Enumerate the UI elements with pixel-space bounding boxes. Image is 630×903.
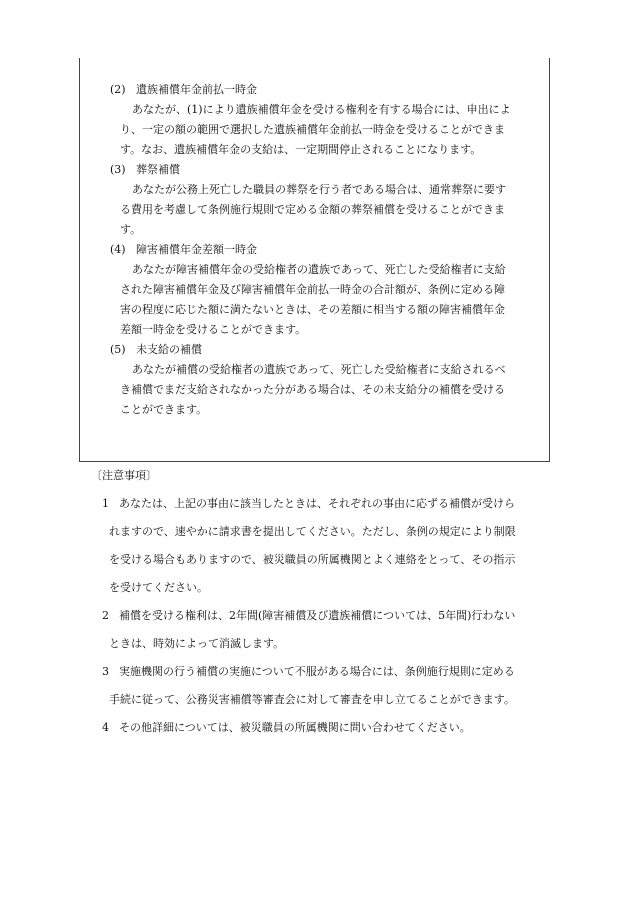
section-line: 害の程度に応じた額に満たないときは、その差額に相当する額の障害補償年金 <box>120 303 505 316</box>
note-line <box>102 490 552 518</box>
section-heading <box>110 340 540 360</box>
section-3 <box>110 160 540 240</box>
section-line: あなたが補償の受給権者の遺族であって、死亡した受給権者に支給されるべ <box>132 363 506 376</box>
section-heading <box>110 160 540 180</box>
section-number: (3) <box>110 163 126 176</box>
section-title: 葬祭補償 <box>136 163 180 176</box>
section-line: された障害補償年金及び障害補償年金前払一時金の合計額が、条例に定める障 <box>120 283 505 296</box>
note-number: 3 <box>102 665 109 678</box>
section-title: 未支給の補償 <box>136 343 202 356</box>
section-number: (4) <box>110 243 126 256</box>
note-number: 2 <box>102 609 109 622</box>
section-line: す。なお、遺族補償年金の支給は、一定期間停止されることになります。 <box>120 143 482 156</box>
section-line: 差額一時金を受けることができます。 <box>120 323 307 336</box>
note-line: を受ける場合もありますので、被災職員の所属機関とよく連絡をとって、その指示 <box>109 553 516 566</box>
section-line: す。 <box>120 223 142 236</box>
section-body <box>110 100 540 160</box>
section-4 <box>110 240 540 340</box>
section-5 <box>110 340 540 420</box>
section-number: (2) <box>110 83 126 96</box>
notes-title: 〔注意事項〕 <box>91 469 157 482</box>
note-line <box>102 658 552 686</box>
section-body <box>110 260 540 340</box>
section-body <box>110 180 540 240</box>
note-line <box>102 714 552 742</box>
note-3 <box>102 658 552 714</box>
note-line: ときは、時効によって消滅します。 <box>109 637 285 650</box>
section-line: あなたが障害補償年金の受給権者の遺族であって、死亡した受給権者に支給 <box>132 263 506 276</box>
section-line: き補償でまだ支給されなかった分がある場合は、その未支給分の補償を受ける <box>120 383 505 396</box>
section-number: (5) <box>110 343 126 356</box>
note-2 <box>102 602 552 658</box>
section-line: り、一定の額の範囲で選択した遺族補償年金前払一時金を受けることができま <box>120 123 505 136</box>
section-2 <box>110 80 540 160</box>
note-number: 1 <box>102 497 109 510</box>
note-1 <box>102 490 552 602</box>
note-line: れますので、速やかに請求書を提出してください。ただし、条例の規定により制限 <box>109 525 516 538</box>
section-line: る費用を考慮して条例施行規則で定める金額の葬祭補償を受けることができま <box>120 203 505 216</box>
section-line: ことができます。 <box>120 403 208 416</box>
section-heading <box>110 240 540 260</box>
section-body <box>110 360 540 420</box>
note-text: 実施機関の行う補償の実施について不服がある場合には、条例施行規則に定める <box>119 665 515 678</box>
section-heading <box>110 80 540 100</box>
note-number: 4 <box>102 721 109 734</box>
note-4 <box>102 714 552 742</box>
note-text: あなたは、上記の事由に該当したときは、それぞれの事由に応ずる補償が受けら <box>119 497 515 510</box>
section-title: 障害補償年金差額一時金 <box>136 243 257 256</box>
section-title: 遺族補償年金前払一時金 <box>136 83 257 96</box>
section-line: あなたが、(1)により遺族補償年金を受ける権利を有する場合には、申出によ <box>132 103 511 116</box>
note-line: を受けてください。 <box>109 581 208 594</box>
section-line: あなたが公務上死亡した職員の葬祭を行う者である場合は、通常葬祭に要す <box>132 183 506 196</box>
note-text: 補償を受ける権利は、2年間(障害補償及び遺族補償については、5年間)行わない <box>119 609 516 622</box>
note-text: その他詳細については、被災職員の所属機関に問い合わせてください。 <box>119 721 471 734</box>
note-line: 手続に従って、公務災害補償等審査会に対して審査を申し立てることができます。 <box>109 693 515 706</box>
note-line <box>102 602 552 630</box>
